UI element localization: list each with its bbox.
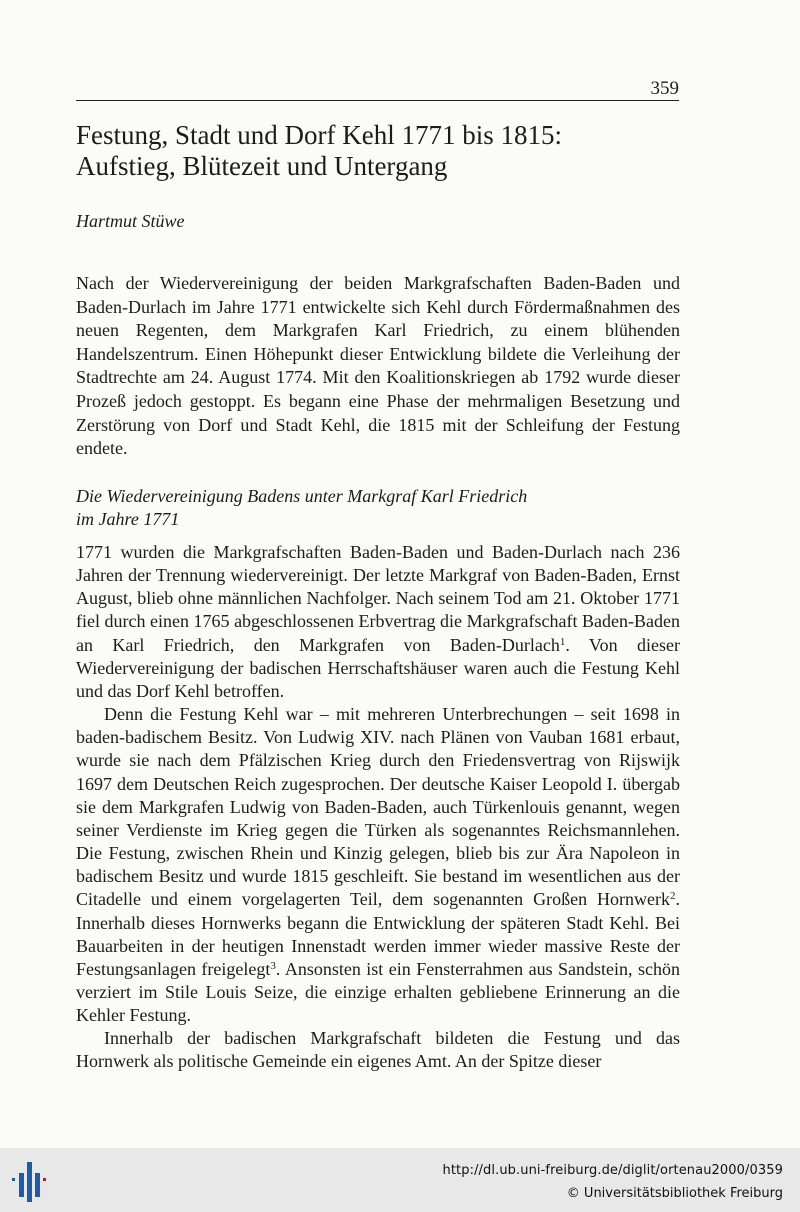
logo-dot-right	[43, 1178, 46, 1181]
paragraph-2	[76, 703, 680, 1027]
paragraph-1-text-after: . Von dieser Wiedervereinigung der badischen Herrschaftshäuser waren auch die Festung Kehl und das Dorf Kehl betroffen.	[76, 634, 680, 701]
ub-freiburg-logo-icon[interactable]	[8, 1158, 52, 1204]
section-heading-line-2: im Jahre 1771	[76, 509, 180, 529]
article-author: Hartmut Stüwe	[76, 211, 185, 231]
body-text	[76, 541, 680, 1074]
library-footer	[0, 1148, 800, 1212]
footer-copyright: © Universitätsbibliothek Freiburg	[566, 1186, 783, 1201]
paragraph-2-text: Denn die Festung Kehl war – mit mehreren Unterbrechungen – seit 1698 in baden-badischem Besitz. Von Ludwig XIV. nach Plänen von Vauban 1681 erbaut, wurde sie nach dem Pfälzischen Krieg durch den Friedensvertrag von Rijswijk 1697 dem Deutschen Reich zugesprochen. Der deutsche Kaiser Leopold I. übergab sie dem Markgrafen Ludwig von Baden-Baden, auch Türkenlouis genannt, wegen seiner Verdienste im Krieg gegen die Türken als sogenanntes Reichsmannlehen. Die Festung, zwischen Rhein und Kinzig gelegen, blieb bis zur Ära Napoleon in badischem Besitz und wurde 1815 geschleift. Sie bestand im wesentlichen aus der Citadelle und einem vorgelagerten Teil, dem sogenannten Großen Hornwerk	[76, 704, 680, 910]
page-number: 359	[650, 78, 679, 99]
article-abstract: Nach der Wiedervereinigung der beiden Markgrafschaften Baden-Baden und Baden-Durlach im Jahre 1771 entwickelte sich Kehl durch Fördermaßnahmen des neuen Regenten, dem Markgrafen Karl Friedrich, zu einem blühenden Handelszentrum. Einen Höhepunkt dieser Entwicklung bildete die Verleihung der Stadtrechte am 24. August 1774. Mit den Koalitionskriegen ab 1792 wurde dieser Prozeß jedoch gestoppt. Es begann eine Phase der mehrmaligen Besetzung und Zerstörung von Dorf und Stadt Kehl, die 1815 mit der Schleifung der Festung endete.	[76, 273, 680, 459]
paragraph-2-text-mid: . Innerhalb dieses Hornwerks begann die Entwicklung der späteren Stadt Kehl. Bei Bauarbeiten in der heutigen Innenstadt werden immer wieder massive Reste der Festungsanlagen freigelegt	[76, 889, 680, 979]
article-title	[76, 120, 686, 182]
footer-url-link[interactable]: http://dl.ub.uni-freiburg.de/diglit/ortenau2000/0359	[442, 1163, 783, 1178]
logo-graphic	[8, 1158, 52, 1204]
logo-bar-1	[19, 1173, 24, 1197]
paragraph-2-text-after: . Ansonsten ist ein Fensterrahmen aus Sandstein, schön verziert im Stile Louis Seize, die einzige erhalten gebliebene Erinnerung an die Kehler Festung.	[76, 958, 680, 1026]
logo-bar-3	[35, 1173, 40, 1197]
section-heading	[76, 485, 680, 531]
paragraph-3-text: Innerhalb der badischen Markgrafschaft bildeten die Festung und das Hornwerk als politische Gemeinde ein eigenes Amt. An der Spitze dieser	[76, 1028, 680, 1072]
footnote-marker-2[interactable]: 2	[670, 890, 676, 903]
footnote-marker-1[interactable]: 1	[559, 635, 566, 648]
paragraph-3	[76, 1027, 680, 1073]
logo-bar-2	[27, 1162, 32, 1202]
footnote-marker-3[interactable]: 3	[270, 959, 276, 972]
paragraph-1-text: 1771 wurden die Markgrafschaften Baden-Baden und Baden-Durlach nach 236 Jahren der Trennung wiedervereinigt. Der letzte Markgraf von Baden-Baden, Ernst August, blieb ohne männlichen Nachfolger. Nach seinem Tod am 21. Oktober 1771 fiel durch einen 1765 abgeschlossenen Erbvertrag die Markgrafschaft Baden-Baden an Karl Friedrich, den Markgrafen von Baden-Durlach	[76, 542, 680, 655]
paragraph-1	[76, 541, 680, 703]
logo-dot-left	[12, 1178, 15, 1181]
section-heading-line-1: Die Wiedervereinigung Badens unter Markgraf Karl Friedrich	[76, 486, 528, 506]
title-line-1: Festung, Stadt und Dorf Kehl 1771 bis 1815:	[76, 120, 562, 150]
title-line-2: Aufstieg, Blütezeit und Untergang	[76, 151, 448, 181]
header-rule	[76, 100, 679, 101]
